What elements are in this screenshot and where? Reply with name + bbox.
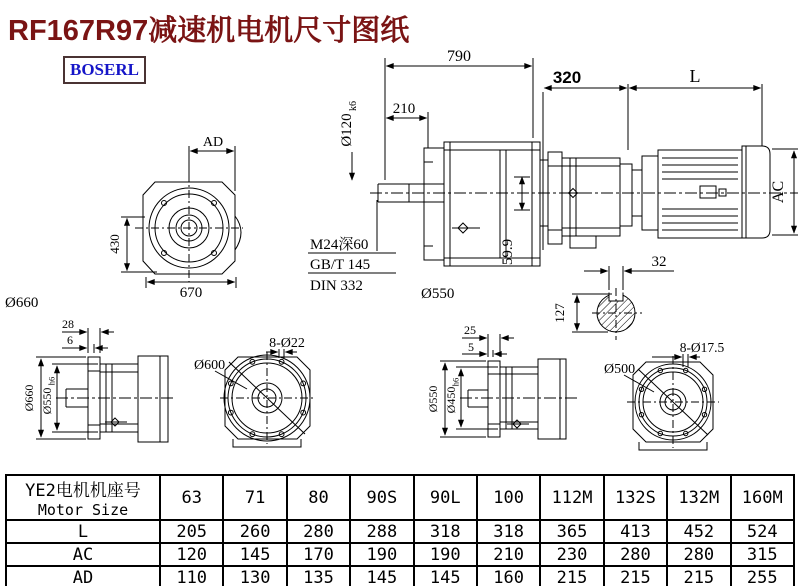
size-header-cell: 132M (667, 475, 730, 520)
value-cell: 365 (540, 520, 603, 543)
value-cell: 215 (540, 566, 603, 586)
dim-210-label: 210 (392, 101, 416, 117)
flange-a-holes-label: 8-Ø22 (269, 336, 305, 351)
value-cell: 210 (477, 543, 540, 566)
flange-b-outer-dia-label: Ø550 (426, 385, 440, 413)
value-cell: 120 (160, 543, 223, 566)
value-cell: 260 (223, 520, 286, 543)
tap-hole-spec: M24深60 (310, 237, 369, 253)
size-header-cell: 71 (223, 475, 286, 520)
flange-a-bolt-circle-label: Ø600 (194, 358, 226, 373)
value-cell: 318 (477, 520, 540, 543)
dim-L-label: L (689, 66, 701, 86)
tap-hole-standard-gb: GB/T 145 (310, 257, 371, 273)
value-cell: 452 (667, 520, 730, 543)
tap-hole-standard-din: DIN 332 (310, 278, 363, 294)
value-cell: 280 (287, 520, 350, 543)
value-cell: 190 (414, 543, 477, 566)
dim-430-label: 430 (107, 234, 122, 254)
dim-28-label: 28 (62, 317, 74, 331)
dim-790-label: 790 (447, 48, 471, 65)
size-header-cell: 100 (477, 475, 540, 520)
size-header-cell: 80 (287, 475, 350, 520)
dim-59-9-label: 59.9 (500, 238, 516, 266)
value-cell: 145 (350, 566, 413, 586)
dim-670-label: 670 (179, 285, 203, 301)
value-cell: 413 (604, 520, 667, 543)
value-cell: 255 (731, 566, 794, 586)
value-cell: 280 (667, 543, 730, 566)
table-row-AC (6, 543, 794, 566)
table-title-cn: YE2电机机座号 (25, 481, 141, 501)
value-cell: 230 (540, 543, 603, 566)
value-cell: 215 (604, 566, 667, 586)
dim-25-label: 25 (464, 323, 476, 337)
row-label-cell: L (6, 520, 160, 543)
dim-127-label: 127 (552, 303, 567, 323)
size-header-cell: 90S (350, 475, 413, 520)
flange-b-spigot-dia-label: Ø450 (444, 386, 458, 414)
size-header-cell: 132S (604, 475, 667, 520)
dim-320-label: 320 (552, 68, 582, 87)
row-label-cell: AD (6, 566, 160, 586)
table-row-L (6, 520, 794, 543)
dim-AD-label: AD (202, 135, 224, 150)
value-cell: 145 (223, 543, 286, 566)
value-cell: 130 (223, 566, 286, 586)
size-header-cell: 63 (160, 475, 223, 520)
table-title-cell (6, 475, 160, 520)
value-cell: 524 (731, 520, 794, 543)
row-label-cell: AC (6, 543, 160, 566)
value-cell: 170 (287, 543, 350, 566)
page-title: RF167R97减速机电机尺寸图纸 (8, 15, 410, 47)
flange-a-spigot-dia-label: Ø550 (40, 387, 54, 415)
size-header-cell: 160M (731, 475, 794, 520)
shaft-diameter-tolerance: k6 (348, 101, 359, 111)
table-row-AD (6, 566, 794, 586)
brand-logo: BOSERL (63, 56, 146, 84)
value-cell: 190 (350, 543, 413, 566)
value-cell: 318 (414, 520, 477, 543)
value-cell: 205 (160, 520, 223, 543)
motor-size-table (5, 474, 795, 586)
drawing-linework (36, 58, 798, 450)
value-cell: 160 (477, 566, 540, 586)
value-cell: 288 (350, 520, 413, 543)
main-flange-diameter-label: Ø550 (421, 286, 455, 302)
dim-5-label: 5 (468, 340, 474, 354)
flange-a-outer-dia-label: Ø660 (22, 384, 36, 412)
size-header-cell: 112M (540, 475, 603, 520)
dim-6-label: 6 (67, 333, 73, 347)
flange-c-holes-label: 8-Ø17.5 (679, 340, 725, 355)
value-cell: 110 (160, 566, 223, 586)
value-cell: 215 (667, 566, 730, 586)
dim-AC-label: AC (770, 180, 787, 204)
outer-diameter-660-label: Ø660 (5, 295, 39, 311)
value-cell: 315 (731, 543, 794, 566)
shaft-diameter-label: Ø120 (339, 113, 355, 147)
value-cell: 280 (604, 543, 667, 566)
size-header-cell: 90L (414, 475, 477, 520)
value-cell: 145 (414, 566, 477, 586)
flange-c-bolt-circle-label: Ø500 (604, 362, 636, 377)
flange-b-spigot-tolerance: h6 (450, 377, 461, 387)
dim-32-label: 32 (651, 254, 667, 270)
flange-a-spigot-tolerance: h6 (46, 376, 57, 386)
table-title-en: Motor Size (37, 501, 129, 519)
table-header-row (6, 475, 794, 520)
value-cell: 135 (287, 566, 350, 586)
